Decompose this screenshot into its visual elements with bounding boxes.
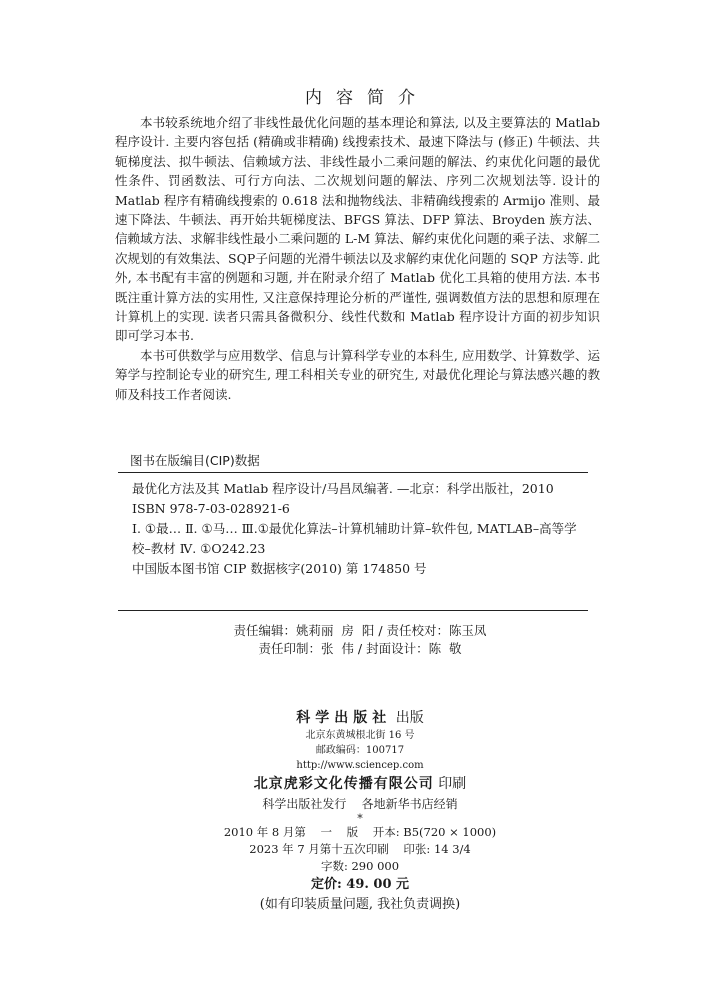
publisher-name: 科学出版社 [296,710,392,726]
cip-bottom-divider [118,610,588,611]
summary-section [115,113,600,404]
price: 定价: 49. 00 元 [310,877,410,892]
printing-line: 2023 年 7 月第十五次印刷 印张: 14 3/4 [249,842,471,856]
cip-classification: Ⅰ. ①最… Ⅱ. ①马… Ⅲ.①最优化算法–计算机辅助计算–软件包, MATLAB–高等学校–教材 Ⅳ. ①O242.23 [132,521,577,556]
publisher-block [0,708,720,915]
page-title: 内容简介 [305,88,429,108]
publisher-name-suffix: 出版 [395,710,424,726]
cip-title-line: 最优化方法及其 Matlab 程序设计/马昌凤编著. —北京：科学出版社，2010 [132,481,554,496]
printer-name: 北京虎彩文化传播有限公司 [253,776,434,792]
distribution-line: 科学出版社发行 各地新华书店经销 [262,797,458,811]
cip-heading: 图书在版编目(CIP)数据 [130,453,260,468]
editors-line-2: 责任印制：张 伟 / 封面设计：陈 敬 [258,641,462,656]
editors-line-1: 责任编辑：姚莉丽 房 阳 / 责任校对：陈玉凤 [233,623,487,638]
publisher-name-line [0,708,720,728]
printer-suffix: 印刷 [438,776,467,792]
cip-top-divider [118,472,588,473]
publisher-address: 北京东黄城根北街 16 号 [305,730,415,741]
summary-paragraph-2: 本书可供数学与应用数学、信息与计算科学专业的本科生, 应用数学、计算数学、运筹学与控制论专业的研究生, 理工科相关专业的研究生, 对最优化理论与算法感兴趣的教师及科技工作者阅读. [115,347,600,402]
publisher-postcode: 邮政编码：100717 [315,745,405,756]
cip-number: 中国版本图书馆 CIP 数据核字(2010) 第 174850 号 [132,561,427,576]
cip-isbn: ISBN 978-7-03-028921-6 [132,501,290,516]
separator-star: * [357,812,363,825]
quality-notice: (如有印装质量问题, 我社负责调换) [259,897,461,912]
publisher-url: http://www.sciencep.com [296,760,424,771]
edition-line: 2010 年 8 月第 一 版 开本: B5(720 × 1000) [223,825,497,839]
printer-line [0,773,720,795]
summary-paragraph-1: 本书较系统地介绍了非线性最优化问题的基本理论和算法, 以及主要算法的 Matlab 程序设计. 主要内容包括 (精确或非精确) 线搜索技术、最速下降法与 (修正) 牛顿法、共轭梯度法、拟牛顿法、信赖域方法、非线性最小二乘问题的解法、约束优化问题的最优性条件、罚函数法、可行方向法、二次规划问题的解法、序列二次规划法等. 设计的 Matlab 程序有精确线搜索的 0.618 法和抛物线法、非精确线搜索的 Armijo 准则、最速下降法、牛顿法、再开始共轭梯度法、BFGS 算法、DFP 算法、Broyden 族方法、信赖域方法、求解非线性最小二乘问题的 L-M 算法、解约束优化问题的乘子法、求解二次规划的有效集法、SQP子问题的光滑牛顿法以及求解约束优化问题的 SQP 方法等. 此外, 本书配有丰富的例题和习题, 并在附录介绍了 Matlab 优化工具箱的使用方法. 本书既注重计算方法的实用性, 又注意保持理论分析的严谨性, 强调数值方法的思想和原理在计算机上的实现. 读者只需具备微积分、线性代数和 Matlab 程序设计方面的初步知识即可学习本书. [115,115,600,344]
word-count: 字数: 290 000 [320,859,400,873]
cip-record [118,479,588,579]
editors-credits [0,622,720,658]
